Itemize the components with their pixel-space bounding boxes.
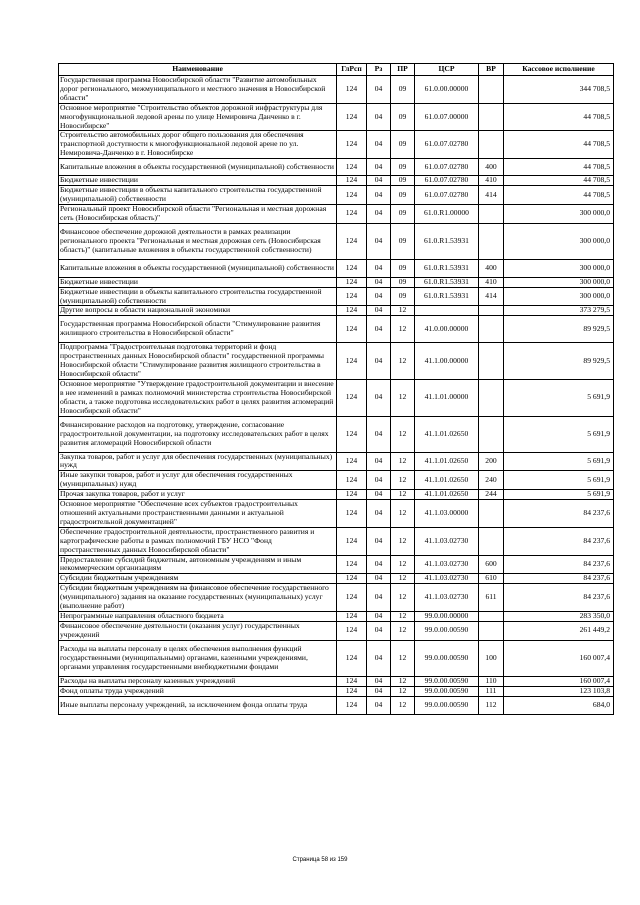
row-pr: 12 bbox=[391, 611, 415, 621]
table-row bbox=[59, 103, 614, 131]
row-glrsp: 124 bbox=[337, 471, 367, 490]
row-sum: 283 350,0 bbox=[504, 611, 614, 621]
row-name: Бюджетные инвестиции в объекты капитального строительства государственной (муниципальной) собственности bbox=[59, 186, 337, 205]
row-csr: 61.0.00.00000 bbox=[415, 76, 479, 104]
table-row bbox=[59, 686, 614, 696]
row-csr: 99.0.00.00590 bbox=[415, 621, 479, 640]
row-name: Обеспечение градостроительной деятельности, пространственного развития и картографические работы в рамках полномочий ГБУ НСО "Фонд пространственных данных Новосибирской области" bbox=[59, 527, 337, 555]
row-rz: 04 bbox=[367, 696, 391, 714]
row-sum: 684,0 bbox=[504, 696, 614, 714]
row-vr: 244 bbox=[479, 490, 504, 500]
row-rz: 04 bbox=[367, 131, 391, 159]
row-sum: 373 279,5 bbox=[504, 306, 614, 316]
row-sum: 123 103,8 bbox=[504, 686, 614, 696]
row-vr bbox=[479, 621, 504, 640]
row-pr: 12 bbox=[391, 306, 415, 316]
row-pr: 12 bbox=[391, 686, 415, 696]
row-name: Расходы на выплаты персоналу в целях обеспечения выполнения функций государственными (муниципальными) органами, казенными учреждениями, органами управления государственными внебюджетными фондами bbox=[59, 640, 337, 676]
row-csr: 61.0.07.00000 bbox=[415, 103, 479, 131]
row-pr: 12 bbox=[391, 416, 415, 452]
row-rz: 04 bbox=[367, 159, 391, 176]
row-csr: 61.0.R1.00000 bbox=[415, 204, 479, 223]
row-name: Субсидии бюджетным учреждениям на финансовое обеспечение государственного (муниципального) задания на оказание государственных (муниципальных) услуг (выполнение работ) bbox=[59, 584, 337, 612]
row-rz: 04 bbox=[367, 527, 391, 555]
row-pr: 12 bbox=[391, 555, 415, 574]
row-glrsp: 124 bbox=[337, 343, 367, 380]
row-rz: 04 bbox=[367, 490, 391, 500]
table-row bbox=[59, 500, 614, 528]
row-vr: 100 bbox=[479, 640, 504, 676]
table-row bbox=[59, 490, 614, 500]
row-csr: 41.1.01.02650 bbox=[415, 490, 479, 500]
header-name: Наименование bbox=[59, 64, 337, 76]
row-csr: 61.0.R1.53931 bbox=[415, 287, 479, 306]
row-rz: 04 bbox=[367, 611, 391, 621]
header-rz: Рз bbox=[367, 64, 391, 76]
row-name: Строительство автомобильных дорог общего пользования для обеспечения транспортной доступности к многофункциональной ледовой арене по ул. Немировича-Данченко в г. Новосибирске bbox=[59, 131, 337, 159]
row-name: Основное мероприятие "Утверждение градостроительной документации и внесение в нее изменений в рамках полномочий министерства строительства Новосибирской области, а также подготовка исследовательских работ в целях развития агломераций Новосибирской области" bbox=[59, 379, 337, 416]
row-vr: 240 bbox=[479, 471, 504, 490]
row-name: Прочая закупка товаров, работ и услуг bbox=[59, 490, 337, 500]
row-pr: 09 bbox=[391, 76, 415, 104]
row-name: Капитальные вложения в объекты государственной (муниципальной) собственности bbox=[59, 259, 337, 277]
row-rz: 04 bbox=[367, 452, 391, 471]
row-name: Бюджетные инвестиции в объекты капитального строительства государственной (муниципальной) собственности bbox=[59, 287, 337, 306]
row-vr bbox=[479, 103, 504, 131]
row-csr bbox=[415, 306, 479, 316]
row-glrsp: 124 bbox=[337, 186, 367, 205]
row-vr: 611 bbox=[479, 584, 504, 612]
row-rz: 04 bbox=[367, 277, 391, 287]
table-row bbox=[59, 574, 614, 584]
row-pr: 09 bbox=[391, 176, 415, 186]
row-sum: 84 237,6 bbox=[504, 584, 614, 612]
row-sum: 261 449,2 bbox=[504, 621, 614, 640]
row-sum: 5 691,9 bbox=[504, 490, 614, 500]
row-vr bbox=[479, 306, 504, 316]
row-pr: 09 bbox=[391, 186, 415, 205]
row-name: Фонд оплаты труда учреждений bbox=[59, 686, 337, 696]
row-glrsp: 124 bbox=[337, 131, 367, 159]
row-glrsp: 124 bbox=[337, 490, 367, 500]
row-sum: 5 691,9 bbox=[504, 452, 614, 471]
row-sum: 300 000,0 bbox=[504, 277, 614, 287]
row-rz: 04 bbox=[367, 676, 391, 686]
row-sum: 44 708,5 bbox=[504, 159, 614, 176]
row-glrsp: 124 bbox=[337, 621, 367, 640]
row-pr: 09 bbox=[391, 223, 415, 259]
row-csr: 41.1.01.00000 bbox=[415, 379, 479, 416]
row-csr: 99.0.00.00590 bbox=[415, 640, 479, 676]
row-rz: 04 bbox=[367, 416, 391, 452]
row-name: Финансовое обеспечение дорожной деятельности в рамках реализации регионального проекта "Региональная и местная дорожная сеть (Новосибирская область)" (капитальные вложения в объекты государственной собственности) bbox=[59, 223, 337, 259]
row-sum: 84 237,6 bbox=[504, 500, 614, 528]
table-row bbox=[59, 696, 614, 714]
row-sum: 160 007,4 bbox=[504, 676, 614, 686]
row-csr: 61.0.R1.53931 bbox=[415, 259, 479, 277]
row-name: Государственная программа Новосибирской области "Стимулирование развития жилищного строительства в Новосибирской области" bbox=[59, 316, 337, 343]
row-csr: 41.1.03.02730 bbox=[415, 555, 479, 574]
row-sum: 5 691,9 bbox=[504, 379, 614, 416]
row-name: Финансовое обеспечение деятельности (оказания услуг) государственных учреждений bbox=[59, 621, 337, 640]
header-glrsp: ГлРсп bbox=[337, 64, 367, 76]
row-sum: 44 708,5 bbox=[504, 176, 614, 186]
table-row bbox=[59, 131, 614, 159]
table-row bbox=[59, 611, 614, 621]
header-pr: ПР bbox=[391, 64, 415, 76]
row-vr: 410 bbox=[479, 277, 504, 287]
row-glrsp: 124 bbox=[337, 223, 367, 259]
row-name: Закупка товаров, работ и услуг для обеспечения государственных (муниципальных) нужд bbox=[59, 452, 337, 471]
table-row bbox=[59, 159, 614, 176]
row-name: Основное мероприятие "Обеспечение всех субъектов градостроительных отношений актуальными пространственными данными и актуальной градостроительной документацией" bbox=[59, 500, 337, 528]
row-vr: 414 bbox=[479, 186, 504, 205]
row-glrsp: 124 bbox=[337, 452, 367, 471]
table-row bbox=[59, 452, 614, 471]
row-pr: 12 bbox=[391, 640, 415, 676]
row-pr: 12 bbox=[391, 527, 415, 555]
row-glrsp: 124 bbox=[337, 103, 367, 131]
table-row bbox=[59, 343, 614, 380]
row-rz: 04 bbox=[367, 379, 391, 416]
row-vr: 410 bbox=[479, 176, 504, 186]
row-pr: 09 bbox=[391, 204, 415, 223]
row-pr: 12 bbox=[391, 676, 415, 686]
row-name: Другие вопросы в области национальной экономики bbox=[59, 306, 337, 316]
row-rz: 04 bbox=[367, 343, 391, 380]
row-csr: 99.0.00.00590 bbox=[415, 696, 479, 714]
row-rz: 04 bbox=[367, 76, 391, 104]
row-glrsp: 124 bbox=[337, 204, 367, 223]
table-row bbox=[59, 306, 614, 316]
row-sum: 300 000,0 bbox=[504, 259, 614, 277]
row-csr: 99.0.00.00000 bbox=[415, 611, 479, 621]
row-csr: 41.1.03.00000 bbox=[415, 500, 479, 528]
row-pr: 12 bbox=[391, 316, 415, 343]
row-vr bbox=[479, 223, 504, 259]
row-vr bbox=[479, 316, 504, 343]
row-sum: 160 007,4 bbox=[504, 640, 614, 676]
row-name: Региональный проект Новосибирской области "Региональная и местная дорожная сеть (Новосибирская область)" bbox=[59, 204, 337, 223]
row-rz: 04 bbox=[367, 223, 391, 259]
row-name: Бюджетные инвестиции bbox=[59, 176, 337, 186]
row-sum: 344 708,5 bbox=[504, 76, 614, 104]
table-header-row bbox=[59, 64, 614, 76]
row-sum: 84 237,6 bbox=[504, 555, 614, 574]
row-rz: 04 bbox=[367, 640, 391, 676]
row-name: Капитальные вложения в объекты государственной (муниципальной) собственности bbox=[59, 159, 337, 176]
row-rz: 04 bbox=[367, 555, 391, 574]
header-sum: Кассовое исполнение bbox=[504, 64, 614, 76]
row-csr: 41.1.03.02730 bbox=[415, 574, 479, 584]
row-glrsp: 124 bbox=[337, 287, 367, 306]
table-row bbox=[59, 527, 614, 555]
row-csr: 41.1.01.02650 bbox=[415, 452, 479, 471]
row-rz: 04 bbox=[367, 584, 391, 612]
row-vr bbox=[479, 416, 504, 452]
row-name: Бюджетные инвестиции bbox=[59, 277, 337, 287]
row-vr bbox=[479, 379, 504, 416]
row-sum: 300 000,0 bbox=[504, 287, 614, 306]
row-csr: 61.0.07.02780 bbox=[415, 186, 479, 205]
row-name: Подпрограмма "Градостроительная подготовка территорий и фонд пространственных данных Новосибирской области" государственной программы Новосибирской области "Стимулирование развития жилищного строительства в Новосибирской области" bbox=[59, 343, 337, 380]
row-glrsp: 124 bbox=[337, 611, 367, 621]
row-pr: 12 bbox=[391, 343, 415, 380]
table-row bbox=[59, 316, 614, 343]
row-pr: 12 bbox=[391, 379, 415, 416]
row-glrsp: 124 bbox=[337, 500, 367, 528]
row-pr: 12 bbox=[391, 574, 415, 584]
table-row bbox=[59, 676, 614, 686]
row-csr: 41.1.01.02650 bbox=[415, 471, 479, 490]
row-glrsp: 124 bbox=[337, 640, 367, 676]
budget-table-container bbox=[58, 63, 613, 715]
row-vr bbox=[479, 527, 504, 555]
row-pr: 09 bbox=[391, 259, 415, 277]
row-rz: 04 bbox=[367, 621, 391, 640]
row-name: Государственная программа Новосибирской области "Развитие автомобильных дорог регионального, межмуниципального и местного значения в Новосибирской области" bbox=[59, 76, 337, 104]
row-vr bbox=[479, 76, 504, 104]
row-csr: 99.0.00.00590 bbox=[415, 676, 479, 686]
row-glrsp: 124 bbox=[337, 306, 367, 316]
row-vr bbox=[479, 500, 504, 528]
row-vr: 110 bbox=[479, 676, 504, 686]
row-vr: 600 bbox=[479, 555, 504, 574]
row-rz: 04 bbox=[367, 103, 391, 131]
row-glrsp: 124 bbox=[337, 416, 367, 452]
row-glrsp: 124 bbox=[337, 696, 367, 714]
table-row bbox=[59, 287, 614, 306]
page-number: Страница 58 из 159 bbox=[292, 857, 348, 863]
row-pr: 09 bbox=[391, 103, 415, 131]
row-csr: 41.1.01.02650 bbox=[415, 416, 479, 452]
row-csr: 41.1.03.02730 bbox=[415, 527, 479, 555]
row-sum: 44 708,5 bbox=[504, 186, 614, 205]
row-csr: 61.0.R1.53931 bbox=[415, 223, 479, 259]
row-glrsp: 124 bbox=[337, 176, 367, 186]
row-sum: 44 708,5 bbox=[504, 103, 614, 131]
row-glrsp: 124 bbox=[337, 686, 367, 696]
row-rz: 04 bbox=[367, 306, 391, 316]
row-pr: 12 bbox=[391, 621, 415, 640]
row-vr: 111 bbox=[479, 686, 504, 696]
table-row bbox=[59, 259, 614, 277]
row-pr: 09 bbox=[391, 159, 415, 176]
row-csr: 99.0.00.00590 bbox=[415, 686, 479, 696]
table-row bbox=[59, 621, 614, 640]
row-rz: 04 bbox=[367, 204, 391, 223]
row-glrsp: 124 bbox=[337, 379, 367, 416]
row-name: Предоставление субсидий бюджетным, автономным учреждениям и иным некоммерческим организациям bbox=[59, 555, 337, 574]
budget-execution-table bbox=[58, 63, 614, 715]
header-vr: ВР bbox=[479, 64, 504, 76]
row-vr: 400 bbox=[479, 259, 504, 277]
row-rz: 04 bbox=[367, 259, 391, 277]
table-body bbox=[59, 76, 614, 715]
row-csr: 41.0.00.00000 bbox=[415, 316, 479, 343]
row-glrsp: 124 bbox=[337, 584, 367, 612]
row-vr: 400 bbox=[479, 159, 504, 176]
row-name: Основное мероприятие "Строительство объектов дорожной инфраструктуры для многофункциональной ледовой арены по улице Немировича Данченко в г. Новосибирске" bbox=[59, 103, 337, 131]
row-vr: 610 bbox=[479, 574, 504, 584]
row-glrsp: 124 bbox=[337, 159, 367, 176]
table-row bbox=[59, 379, 614, 416]
row-glrsp: 124 bbox=[337, 316, 367, 343]
row-vr bbox=[479, 611, 504, 621]
row-name: Непрограммные направления областного бюджета bbox=[59, 611, 337, 621]
row-glrsp: 124 bbox=[337, 555, 367, 574]
row-sum: 5 691,9 bbox=[504, 471, 614, 490]
row-name: Расходы на выплаты персоналу казенных учреждений bbox=[59, 676, 337, 686]
table-row bbox=[59, 176, 614, 186]
table-row bbox=[59, 555, 614, 574]
row-rz: 04 bbox=[367, 686, 391, 696]
row-sum: 5 691,9 bbox=[504, 416, 614, 452]
row-glrsp: 124 bbox=[337, 574, 367, 584]
table-row bbox=[59, 223, 614, 259]
row-vr: 200 bbox=[479, 452, 504, 471]
table-row bbox=[59, 416, 614, 452]
row-glrsp: 124 bbox=[337, 76, 367, 104]
row-vr: 112 bbox=[479, 696, 504, 714]
row-sum: 300 000,0 bbox=[504, 223, 614, 259]
row-vr bbox=[479, 204, 504, 223]
row-glrsp: 124 bbox=[337, 676, 367, 686]
row-pr: 09 bbox=[391, 277, 415, 287]
row-rz: 04 bbox=[367, 574, 391, 584]
table-row bbox=[59, 471, 614, 490]
row-rz: 04 bbox=[367, 176, 391, 186]
row-pr: 12 bbox=[391, 471, 415, 490]
row-pr: 09 bbox=[391, 131, 415, 159]
row-sum: 89 929,5 bbox=[504, 316, 614, 343]
row-rz: 04 bbox=[367, 186, 391, 205]
row-glrsp: 124 bbox=[337, 277, 367, 287]
table-row bbox=[59, 186, 614, 205]
table-row bbox=[59, 584, 614, 612]
row-vr: 414 bbox=[479, 287, 504, 306]
table-row bbox=[59, 277, 614, 287]
row-name: Субсидии бюджетным учреждениям bbox=[59, 574, 337, 584]
table-row bbox=[59, 204, 614, 223]
row-glrsp: 124 bbox=[337, 527, 367, 555]
row-vr bbox=[479, 131, 504, 159]
row-csr: 61.0.07.02780 bbox=[415, 131, 479, 159]
row-csr: 61.0.07.02780 bbox=[415, 159, 479, 176]
row-glrsp: 124 bbox=[337, 259, 367, 277]
row-csr: 61.0.07.02780 bbox=[415, 176, 479, 186]
row-pr: 12 bbox=[391, 584, 415, 612]
row-sum: 89 929,5 bbox=[504, 343, 614, 380]
row-pr: 12 bbox=[391, 500, 415, 528]
row-name: Иные выплаты персоналу учреждений, за исключением фонда оплаты труда bbox=[59, 696, 337, 714]
row-sum: 84 237,6 bbox=[504, 527, 614, 555]
row-vr bbox=[479, 343, 504, 380]
row-rz: 04 bbox=[367, 287, 391, 306]
row-csr: 41.1.03.02730 bbox=[415, 584, 479, 612]
row-csr: 61.0.R1.53931 bbox=[415, 277, 479, 287]
row-rz: 04 bbox=[367, 500, 391, 528]
row-pr: 12 bbox=[391, 696, 415, 714]
row-name: Иные закупки товаров, работ и услуг для обеспечения государственных (муниципальных) нужд bbox=[59, 471, 337, 490]
row-rz: 04 bbox=[367, 316, 391, 343]
row-sum: 300 000,0 bbox=[504, 204, 614, 223]
table-row bbox=[59, 76, 614, 104]
row-name: Финансирование расходов на подготовку, утверждение, согласование градостроительной документации, на подготовку исследовательских работ в целях развития агломераций Новосибирской области bbox=[59, 416, 337, 452]
row-pr: 12 bbox=[391, 490, 415, 500]
row-pr: 12 bbox=[391, 452, 415, 471]
header-csr: ЦСР bbox=[415, 64, 479, 76]
row-sum: 44 708,5 bbox=[504, 131, 614, 159]
row-rz: 04 bbox=[367, 471, 391, 490]
row-sum: 84 237,6 bbox=[504, 574, 614, 584]
row-pr: 09 bbox=[391, 287, 415, 306]
row-csr: 41.1.00.00000 bbox=[415, 343, 479, 380]
table-row bbox=[59, 640, 614, 676]
